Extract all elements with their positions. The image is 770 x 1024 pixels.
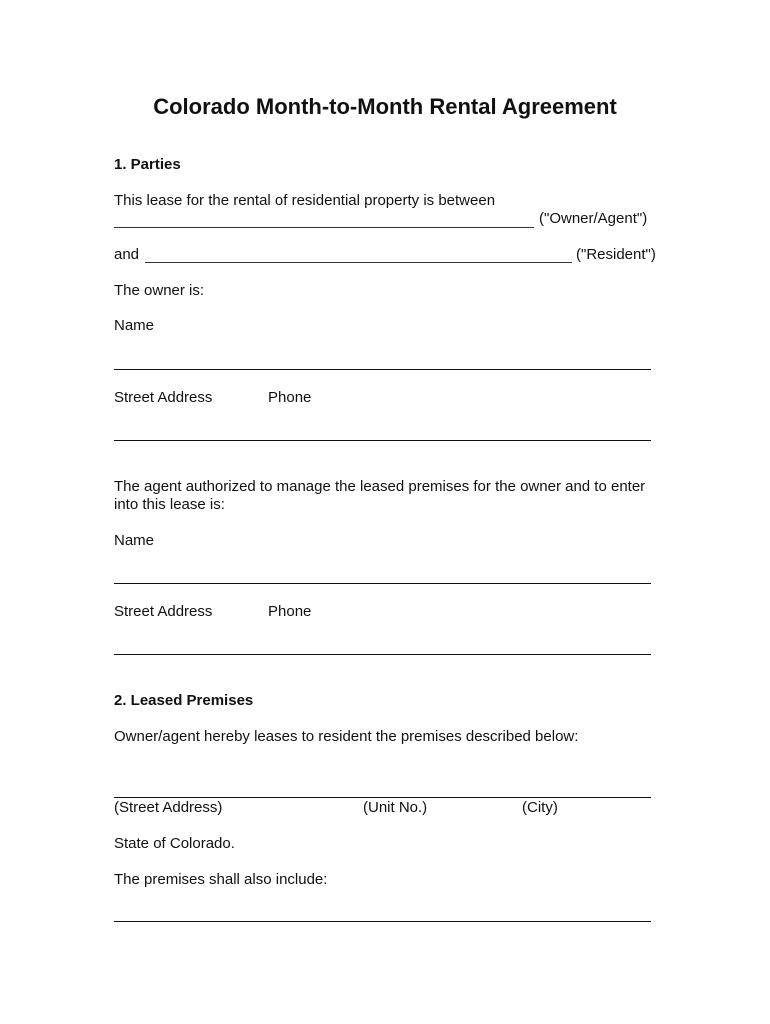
section-heading-parties: 1. Parties	[114, 156, 181, 173]
resident-blank-line[interactable]	[145, 262, 572, 263]
agent-name-label: Name	[114, 532, 155, 549]
owner-name-label: Name	[114, 317, 155, 334]
agent-name-line[interactable]	[114, 583, 651, 584]
premises-include-line[interactable]	[114, 921, 651, 922]
owner-agent-label: ("Owner/Agent")	[539, 210, 648, 227]
city-caption: (City)	[522, 799, 558, 816]
resident-label: ("Resident")	[576, 246, 656, 263]
parties-intro-text: This lease for the rental of residential property is between	[114, 192, 496, 209]
owner-phone-label: Phone	[268, 389, 312, 406]
unit-no-caption: (Unit No.)	[363, 799, 428, 816]
premises-address-line[interactable]	[114, 797, 651, 798]
premises-intro-text: Owner/agent hereby leases to resident the premises described below:	[114, 728, 579, 745]
agent-phone-label: Phone	[268, 603, 312, 620]
document-title: Colorado Month-to-Month Rental Agreement	[153, 94, 617, 119]
owner-name-line[interactable]	[114, 369, 651, 370]
section-heading-leased-premises: 2. Leased Premises	[114, 692, 254, 709]
owner-address-line[interactable]	[114, 440, 651, 441]
agent-intro-text: The agent authorized to manage the leased premises for the owner and to enter into this lease is:	[114, 478, 646, 513]
premises-include-label: The premises shall also include:	[114, 871, 328, 888]
owner-agent-blank-line[interactable]	[114, 227, 534, 228]
state-text: State of Colorado.	[114, 835, 235, 852]
agent-street-address-label: Street Address	[114, 603, 213, 620]
street-address-caption: (Street Address)	[114, 799, 223, 816]
owner-street-address-label: Street Address	[114, 389, 213, 406]
and-label: and	[114, 246, 140, 263]
agent-address-line[interactable]	[114, 654, 651, 655]
owner-is-label: The owner is:	[114, 282, 205, 299]
